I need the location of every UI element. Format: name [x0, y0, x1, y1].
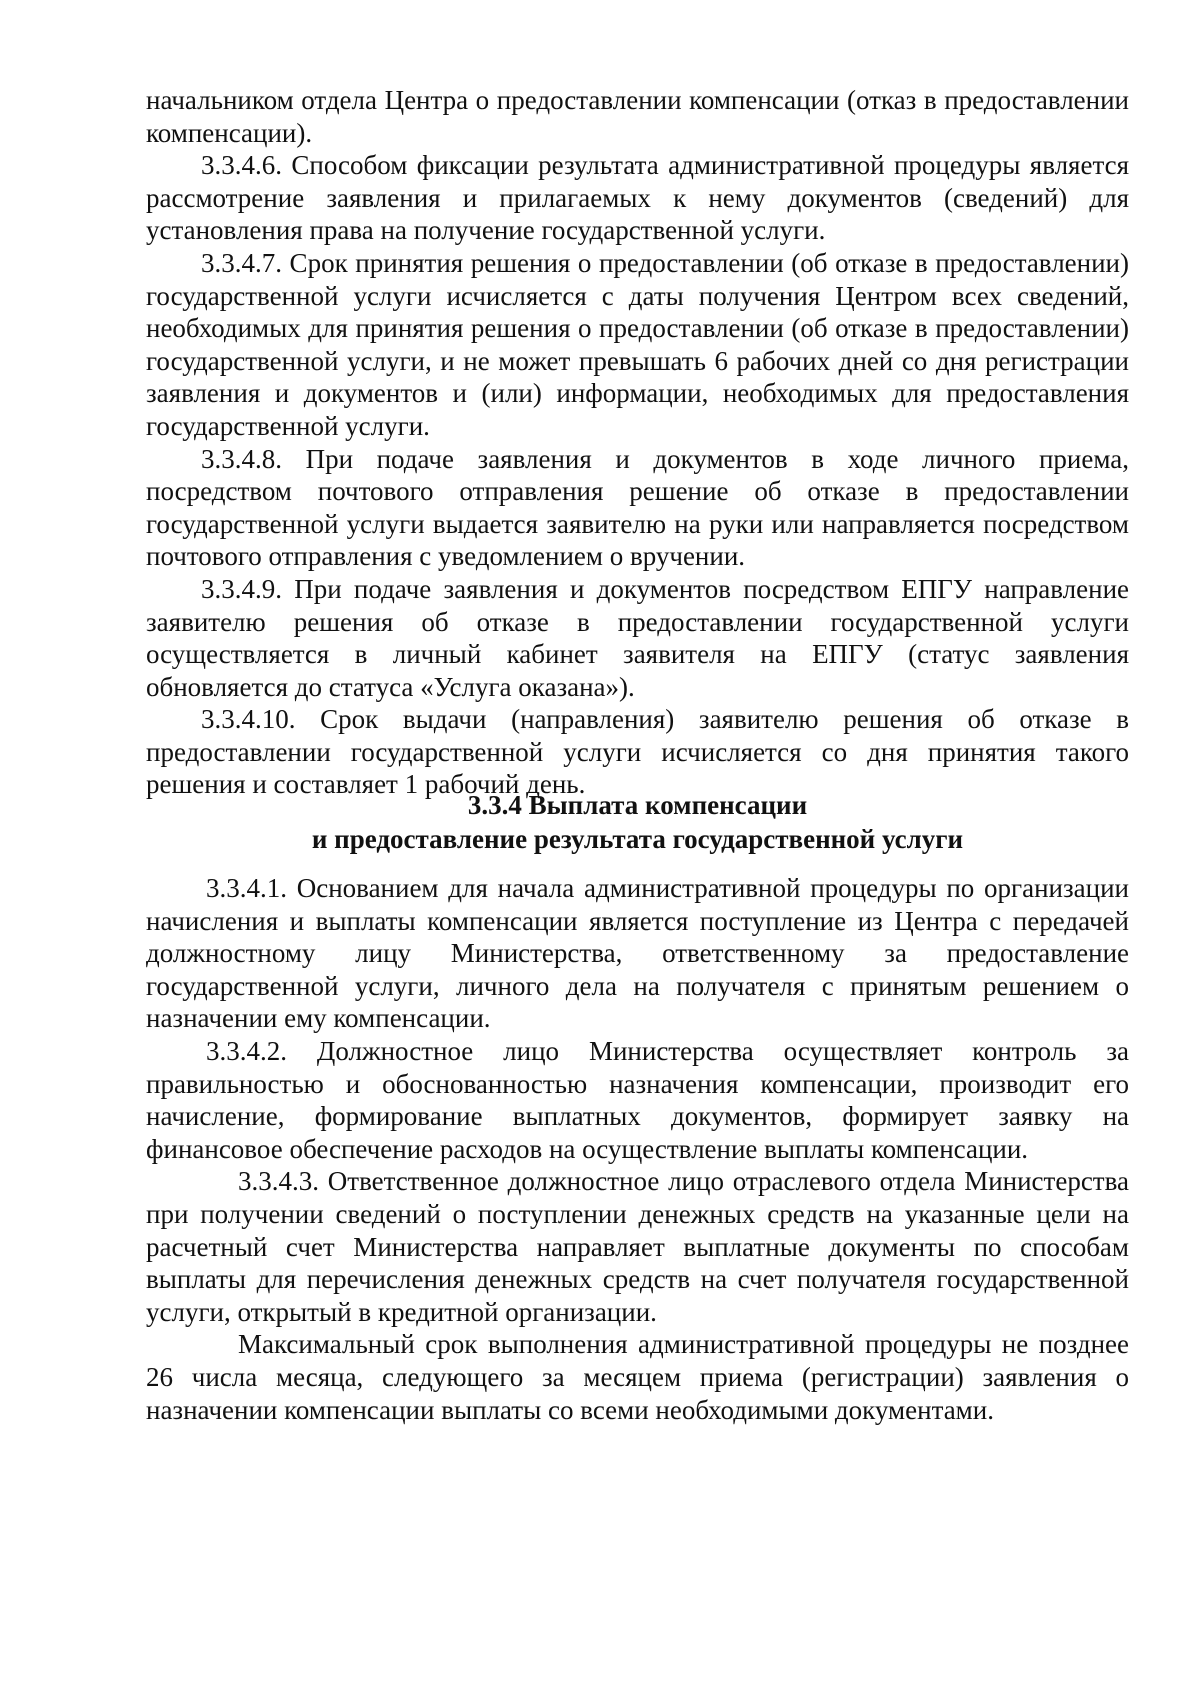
section-heading-line2: и предоставление результата государственной услуги: [311, 824, 964, 854]
paragraph-continuation: начальником отдела Центра о предоставлении компенсации (отказ в предоставлении компенсации).: [146, 85, 1129, 148]
paragraph-3-3-4-2: 3.3.4.2. Должностное лицо Министерства осуществляет контроль за правильностью и обоснованностью назначения компенсации, производит его начисление, формирование выплатных документов, формирует заявку на финансовое обеспечение расходов на осуществление выплаты компенсации.: [146, 1035, 1129, 1164]
top-text-block: [146, 84, 1129, 801]
paragraph-max-term: Максимальный срок выполнения административной процедуры не позднее 26 числа месяца, следующего за месяцем приема (регистрации) заявления о назначении компенсации выплаты со всеми необходимыми документами.: [146, 1329, 1129, 1425]
section-heading-line1: 3.3.4 Выплата компенсации: [467, 790, 808, 820]
paragraph-3-3-4-8: 3.3.4.8. При подаче заявления и документов в ходе личного приема, посредством почтового отправления решение об отказе в предоставлении государственной услуги выдается заявителю на руки или направляется посредством почтового отправления с уведомлением о вручении.: [146, 443, 1129, 572]
paragraph-3-3-4-1: 3.3.4.1. Основанием для начала административной процедуры по организации начисления и выплаты компенсации является поступление из Центра с передачей должностному лицу Министерства, ответственному за предоставление государственной услуги, личного дела на получателя с принятым решением о назначении ему компенсации.: [146, 873, 1129, 1034]
section-heading: [146, 788, 1129, 856]
paragraph-3-3-4-3: 3.3.4.3. Ответственное должностное лицо отраслевого отдела Министерства при получении сведений о поступлении денежных средств на указанные цели на расчетный счет Министерства направляет выплатные документы по способам выплаты для перечисления денежных средств на счет получателя государственной услуги, открытый в кредитной организации.: [146, 1166, 1129, 1327]
paragraph-3-3-4-7: 3.3.4.7. Срок принятия решения о предоставлении (об отказе в предоставлении) государственной услуги исчисляется с даты получения Центром всех сведений, необходимых для принятия решения о предоставлении (об отказе в предоставлении) государственной услуги, и не может превышать 6 рабочих дней со дня регистрации заявления и документов и (или) информации, необходимых для предоставления государственной услуги.: [146, 247, 1129, 441]
paragraph-3-3-4-10: 3.3.4.10. Срок выдачи (направления) заявителю решения об отказе в предоставлении государственной услуги исчисляется со дня принятия такого решения и составляет 1 рабочий день.: [146, 704, 1129, 800]
bottom-text-block: [146, 872, 1129, 1426]
paragraph-3-3-4-9: 3.3.4.9. При подаче заявления и документов посредством ЕПГУ направление заявителю решения об отказе в предоставлении государственной услуги осуществляется в личный кабинет заявителя на ЕПГУ (статус заявления обновляется до статуса «Услуга оказана»).: [146, 573, 1129, 702]
paragraph-3-3-4-6: 3.3.4.6. Способом фиксации результата административной процедуры является рассмотрение заявления и прилагаемых к нему документов (сведений) для установления права на получение государственной услуги.: [146, 150, 1129, 246]
